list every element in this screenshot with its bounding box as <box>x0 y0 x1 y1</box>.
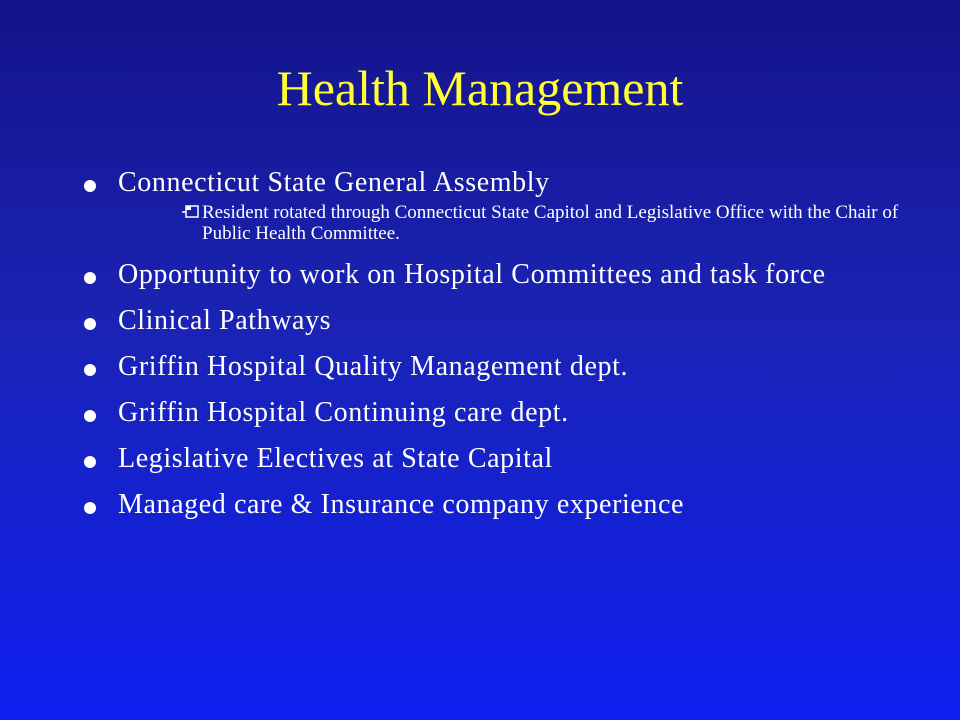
bullet-item <box>82 260 902 290</box>
bullet-item <box>82 490 902 520</box>
bullet-text: Opportunity to work on Hospital Committees and task force <box>118 259 826 290</box>
bullet-dot-icon <box>84 272 96 284</box>
bullet-item <box>82 352 902 382</box>
bullet-text: Clinical Pathways <box>118 305 332 336</box>
bullet-dot-icon <box>84 410 96 422</box>
bullet-item <box>82 168 902 244</box>
sub-bullet-text: Resident rotated through Connecticut State Capitol and Legislative Office with the Chair of Public Health Committee. <box>202 202 899 244</box>
bullet-dot-icon <box>84 318 96 330</box>
window-bullet-icon <box>182 204 200 220</box>
bullet-item <box>82 306 902 336</box>
bullet-text: Legislative Electives at State Capital <box>118 443 553 474</box>
bullet-text: Connecticut State General Assembly <box>118 167 550 198</box>
bullet-dot-icon <box>84 502 96 514</box>
bullet-list <box>82 168 902 536</box>
sub-bullet-list <box>118 202 902 244</box>
bullet-item <box>82 444 902 474</box>
bullet-text: Managed care & Insurance company experience <box>118 489 685 520</box>
sub-bullet-item <box>118 202 902 244</box>
bullet-text: Griffin Hospital Continuing care dept. <box>118 397 569 428</box>
bullet-dot-icon <box>84 364 96 376</box>
bullet-dot-icon <box>84 456 96 468</box>
bullet-dot-icon <box>84 180 96 192</box>
slide-title: Health Management <box>276 60 684 116</box>
bullet-text: Griffin Hospital Quality Management dept. <box>118 351 629 382</box>
bullet-item <box>82 398 902 428</box>
